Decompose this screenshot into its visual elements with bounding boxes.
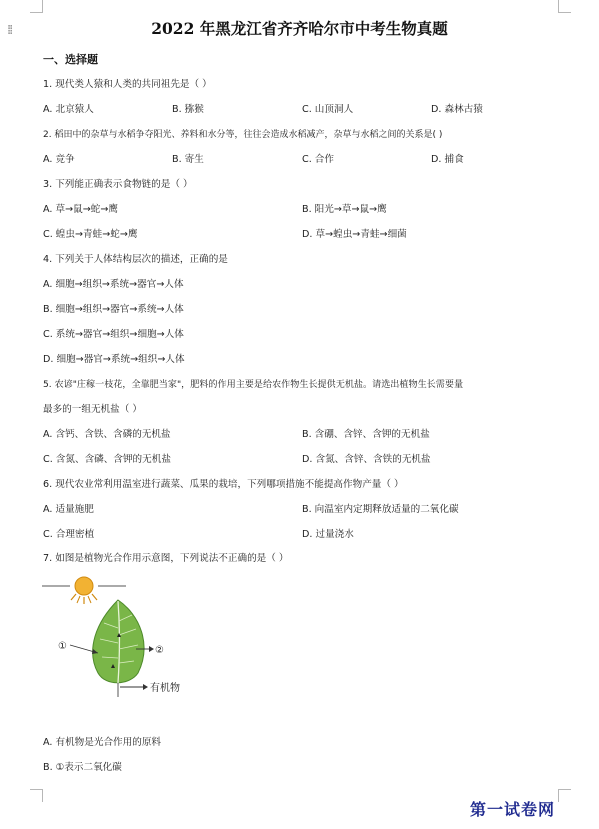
question-7-option-b: B. ①表示二氧化碳 (43, 762, 122, 773)
diagram-label-1: ① (58, 641, 67, 652)
question-6-option-a: A. 适量施肥 (43, 504, 94, 515)
question-3-option-b: B. 阳光→草→鼠→鹰 (302, 204, 387, 215)
question-1-option-d: D. 森林古猿 (431, 104, 483, 115)
margin-corner-mark (558, 789, 571, 802)
question-3-option-a: A. 草→鼠→蛇→鹰 (43, 204, 118, 215)
question-2-stem: 2. 稻田中的杂草与水稻争夺阳光、养料和水分等，往往会造成水稻减产，杂草与水稻之间的关系是( ) (43, 130, 443, 140)
page-title: 2022 年黑龙江省齐齐哈尔市中考生物真题 (151, 19, 448, 38)
question-4-stem: 4. 下列关于人体结构层次的描述，正确的是 (43, 254, 228, 265)
question-5-option-d: D. 含氮、含锌、含铁的无机盐 (302, 454, 431, 465)
question-1-option-c: C. 山顶洞人 (302, 104, 354, 115)
question-3-option-d: D. 草→蝗虫→青蛙→细菌 (302, 229, 407, 240)
section-heading: 一、选择题 (43, 53, 98, 66)
question-4-option-c: C. 系统→器官→组织→细胞→人体 (43, 329, 184, 340)
margin-corner-mark (30, 0, 43, 13)
diagram-label-organic: 有机物 (150, 683, 180, 694)
question-5-stem-line-1: 5. 农谚"庄稼一枝花，全靠肥当家"，肥料的作用主要是给农作物生长提供无机盐。请选出植物生长需要量 (43, 380, 464, 390)
question-4-option-a: A. 细胞→组织→系统→器官→人体 (43, 279, 184, 290)
question-6-option-c: C. 合理密植 (43, 529, 95, 540)
question-2-option-c: C. 合作 (302, 154, 334, 165)
question-5-option-b: B. 含硼、含锌、含钾的无机盐 (302, 429, 430, 440)
question-1-stem: 1. 现代类人猿和人类的共同祖先是（ ） (43, 79, 212, 90)
question-1-option-a: A. 北京猿人 (43, 104, 94, 115)
question-6-stem: 6. 现代农业常利用温室进行蔬菜、瓜果的栽培，下列哪项措施不能提高作物产量（ ） (43, 479, 404, 490)
question-5-option-c: C. 含氮、含磷、含钾的无机盐 (43, 454, 171, 465)
question-3-option-c: C. 蝗虫→青蛙→蛇→鹰 (43, 229, 138, 240)
question-7-option-a: A. 有机物是光合作用的原料 (43, 737, 162, 748)
question-2-option-a: A. 竞争 (43, 154, 75, 165)
question-3-stem: 3. 下列能正确表示食物链的是（ ） (43, 179, 193, 190)
question-7-stem: 7. 如图是植物光合作用示意图，下列说法不正确的是（ ） (43, 553, 289, 564)
margin-corner-mark (558, 0, 571, 13)
margin-corner-mark (30, 789, 43, 802)
question-2-option-b: B. 寄生 (172, 154, 204, 165)
site-logo-text: 第一试卷网 (470, 800, 556, 819)
diagram-label-2: ② (155, 645, 164, 656)
photosynthesis-diagram (40, 573, 210, 703)
drag-handle-icon[interactable]: ⁞⁞ (7, 23, 12, 38)
photosynthesis-diagram-svg (40, 573, 210, 703)
question-6-option-b: B. 向温室内定期释放适量的二氧化碳 (302, 504, 459, 515)
question-2-option-d: D. 捕食 (431, 154, 464, 165)
sun-icon (42, 577, 126, 604)
question-5-stem-line-2: 最多的一组无机盐（ ） (43, 404, 142, 415)
question-1-option-b: B. 猕猴 (172, 104, 204, 115)
leaf-icon (93, 600, 144, 683)
question-4-option-b: B. 细胞→组织→器官→系统→人体 (43, 304, 184, 315)
question-5-option-a: A. 含钙、含铁、含磷的无机盐 (43, 429, 171, 440)
question-6-option-d: D. 过量浇水 (302, 529, 354, 540)
question-4-option-d: D. 细胞→器官→系统→组织→人体 (43, 354, 185, 365)
